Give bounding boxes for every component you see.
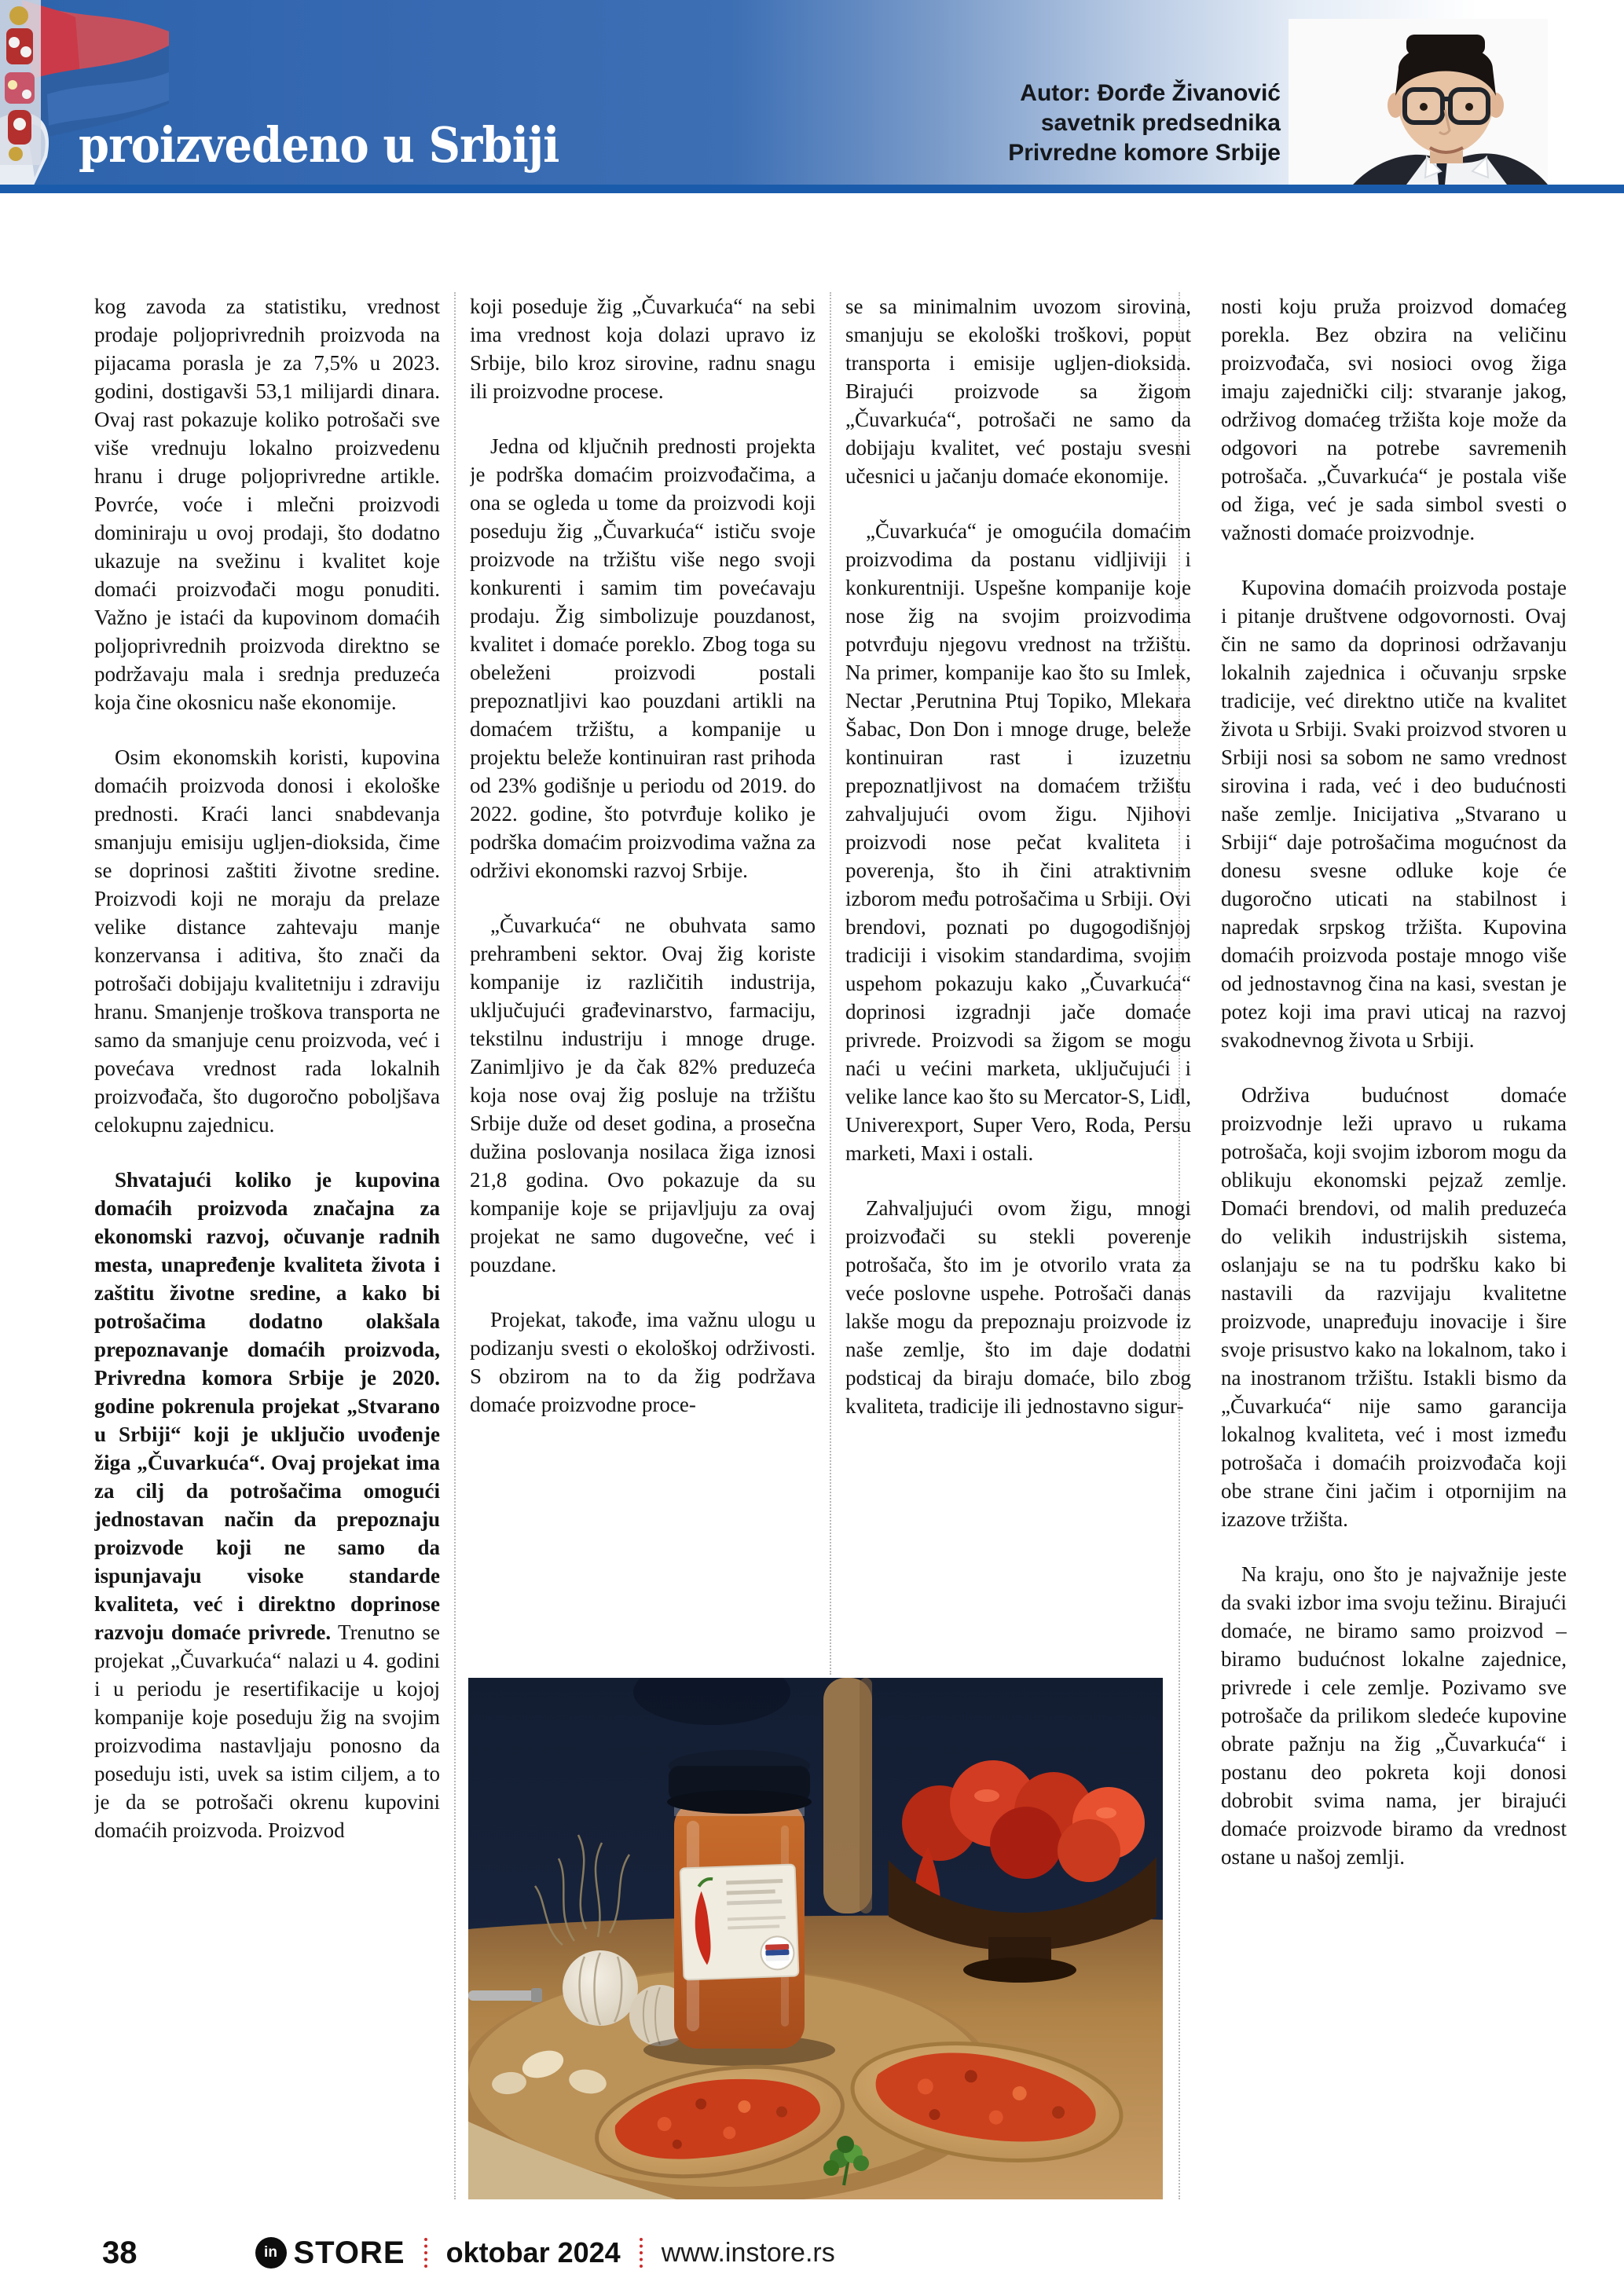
article-column-2 xyxy=(470,292,816,1655)
article-paragraph: Jedna od ključnih prednosti projekta je podrška domaćim proizvođačima, a ona se ogleda u tome da proizvodi koji poseduju žig „Čuvarkuća“ ističu svoje proizvode na tržištu više nego svoji konkurenti i samim tim povećavaju prodaju. Žig simbolizuje pouzdanost, kvalitet i domaće poreklo. Zbog toga su obeleženi proizvodi postali prepoznatljivi kao pouzdani artikli na domaćem tržištu, a kompanije u projektu beleže kontinuiran rast prihoda od 23% godišnje u periodu od 2019. do 2022. godine, što potvrđuje koliko je podrška domaćim proizvodima važna za održivi ekonomski razvoj Srbije. xyxy=(470,434,816,882)
page-footer xyxy=(102,2234,835,2272)
article-paragraph: Kupovina domaćih proizvoda postaje i pitanje društvene odgovornosti. Ovaj čin ne samo da doprinosi održavanju lokalnih zajednica i očuvanju srpske tradicije, već direktno utiče na kvalitet života u Srbiji. Svaki proizvod stvoren u Srbiji nosi sa sobom ne samo vrednost sirovina i rada, već i deo budućnosti naše zemlje. Inicijativa „Stvarano u Srbiji“ daje potrošačima mogućnost da donesu svesne odluke koje će dugoročno uticati na stabilnost i napredak srpskog tržišta. Kupovina domaćih proizvoda postaje mnogo više od jednostavnog čina na kasi, svestan je potez koji ima pravi uticaj na razvoj svakodnevnog života u Srbiji. xyxy=(1221,576,1567,1052)
article-column-3 xyxy=(845,292,1191,1702)
instore-logo-text: STORE xyxy=(293,2235,405,2270)
article-body xyxy=(94,292,1567,1871)
author-block xyxy=(841,79,1281,168)
instore-logo-mark-icon: in xyxy=(255,2237,287,2269)
page-number: 38 xyxy=(102,2235,137,2270)
article-paragraph: se sa minimalnim uvozom sirovina, smanjuju se ekološki troškovi, poput transporta i emisije ugljen-dioksida. Birajući proizvode sa žigom „Čuvarkuća“, potrošači ne samo da dobijaju kvalitet, već postaju svesni učesnici u jačanju domaće ekonomije. xyxy=(845,295,1191,488)
author-role: savetnik predsednika xyxy=(1040,110,1281,136)
article-paragraph: koji poseduje žig „Čuvarkuća“ na sebi ima vrednost koja dolazi upravo iz Srbije, bilo kroz sirovine, radnu snagu ili proizvodne procese. xyxy=(470,295,816,403)
footer-separator xyxy=(424,2238,427,2268)
article-paragraph: Osim ekonomskih koristi, kupovina domaćih proizvoda donosi i ekološke prednosti. Kraći lanci snabdevanja smanjuju emisiju ugljen-dioksida, čime se doprinosi zaštiti životne sredine. Proizvodi koji ne moraju da prelaze velike distance zahtevaju manje konzervansa i aditiva, što znači da potrošači dobijaju kvalitetniju i zdraviju hranu. Smanjenje troškova transporta ne samo da smanjuje cenu proizvoda, već i povećava vrednost rada lokalnih proizvođača, što dugoročno poboljšava celokupnu zajednicu. xyxy=(94,745,440,1137)
article-paragraph xyxy=(94,1166,440,1844)
jar-label xyxy=(680,1864,799,1979)
article-paragraph: kog zavoda za statistiku, vrednost prodaje poljoprivrednih proizvoda na pijacama porasla je za 7,5% u 2023. godini, dostigavši 53,1 milijardi dinara. Ovaj rast pokazuje koliko potrošači sve više vrednuju lokalno proizvedenu hranu i druge poljoprivredne artikle. Povrće, voće i mlečni proizvodi dominiraju u ovoj prodaji, što dodatno ukazuje na svežinu i kvalitet koje domaći proizvođači mogu ponuditi. Važno je istaći da kupovinom domaćih poljoprivrednih proizvoda direktno se podržavaju mala i srednja preduzeća koja čine okosnicu naše ekonomije. xyxy=(94,295,440,714)
instore-logo xyxy=(255,2236,405,2271)
article-paragraph: Održiva budućnost domaće proizvodnje leži upravo u rukama potrošača, koji svojim izborom mogu da oblikuju ekonomski pejzaž zemlje. Domaći brendovi, od malih preduzeća do velikih industrijskih sistema, oslanjaju se na tu podršku kako bi nastavili da razvijaju kvalitetne proizvode, unapređuju inovacije i šire svoje prisustvo kako na lokalnom, tako i na inostranom tržištu. Istakli bismo da „Čuvarkuća“ nije samo garancija lokalnog kvaliteta, već i most između potrošača i domaćih proizvođača koji obe strane čini jačim i otpornijim na izazove tržišta. xyxy=(1221,1083,1567,1531)
author-name: Autor: Đorđe Živanović xyxy=(1020,80,1281,106)
issue-date: oktobar 2024 xyxy=(445,2236,621,2269)
article-paragraph: nosti koju pruža proizvod domaćeg porekla. Bez obzira na veličinu proizvođača, svi nosioci ovog žiga imaju zajednički cilj: stvaranje jakog, održivog domaćeg tržišta koje može da odgovori na potrebe savremenih potrošača. „Čuvarkuća“ je postala više od žiga, već je sada simbol svesti o važnosti domaće proizvodnje. xyxy=(1221,295,1567,544)
page-title: proizvedeno u Srbiji xyxy=(79,116,559,174)
header-rule xyxy=(0,185,1624,193)
flag-coat-of-arms xyxy=(0,0,41,165)
article-paragraph: Na kraju, ono što je najvažnije jeste da svaki izbor ima svoju težinu. Birajući domaće, ne biramo samo proizvod – biramo budućnost lokalne zajednice, privrede i cele zemlje. Pozivamo sve potrošače da prilikom sledeće kupovine obrate pažnju na žig „Čuvarkuća“ i postanu deo pokreta koji donosi dobrobit svima nama, jer birajući domaće proizvode biramo da vrednost ostane u našoj zemlji. xyxy=(1221,1562,1567,1869)
article-column-1 xyxy=(94,292,440,1871)
paragraph-text: Trenutno se projekat „Čuvarkuća“ nalazi u 4. godini i u periodu je resertifikacije u kojoj kompanije koje poseduju žig na svojim proizvodima nastavljaju ponosno da poseduju isti, uvek sa istim ciljem, a to je da se potrošači okrenu kupovini domaćih proizvoda. Proizvod xyxy=(94,1620,440,1842)
article-paragraph: Projekat, takođe, ima važnu ulogu u podizanju svesti o ekološkoj održivosti. S obzirom na to da žig podržava domaće proizvodne proce- xyxy=(470,1308,816,1416)
website-url: www.instore.rs xyxy=(661,2237,835,2268)
article-paragraph: „Čuvarkuća“ ne obuhvata samo prehrambeni sektor. Ovaj žig koriste kompanije iz različitih industrija, uključujući građevinarstvo, farmaciju, tekstilnu industriju i mnoge druge. Zanimljivo je da čak 82% preduzeća koja nose ovaj žig posluje na tržištu Srbije duže od deset godina, a prosečna dužina poslovanja nosilaca žiga iznosi 21,8 godina. Ovo pokazuje da su kompanije koje se prijavljuju za ovaj projekat ne samo dugovečne, već i pouzdane. xyxy=(470,914,816,1276)
bold-lead-text: Shvatajući koliko je kupovina domaćih proizvoda značajna za ekonomski razvoj, očuvanje radnih mesta, unapređenje kvaliteta života i zaštitu životne sredine, a kako bi potrošačima dodatno olakšala prepoznavanje domaćih proizvoda, Privredna komora Srbije je 2020. godine pokrenula projekat „Stvarano u Srbiji“ koji je uključio uvođenje žiga „Čuvarkuća“. Ovaj projekat ima za cilj da potrošačima omogući jednostavan način da prepoznaju proizvode koji ne samo da ispunjavaju visoke standarde kvaliteta, već i direktno doprinose razvoju domaće privrede. xyxy=(94,1168,440,1644)
footer-separator xyxy=(640,2238,643,2268)
article-column-4 xyxy=(1221,292,1567,1871)
author-organization: Privredne komore Srbije xyxy=(1008,140,1281,166)
author-photo xyxy=(1289,19,1548,185)
article-paragraph: Zahvaljujući ovom žigu, mnogi proizvođači su stekli poverenje potrošača, što im je otvorilo vrata za veće poslovne uspehe. Potrošači danas lakše mogu da prepoznaju proizvode iz naše zemlje, što im daje dodatni podsticaj da biraju domaće, bilo zbog kvaliteta, tradicije ili jednostavno sigur- xyxy=(845,1196,1191,1418)
rolling-pin xyxy=(823,1678,872,1913)
ajvar-photo xyxy=(468,1678,1163,2199)
article-paragraph: „Čuvarkuća“ je omogućila domaćim proizvodima da postanu vidljiviji i konkurentniji. Uspešne kompanije koje nose žig na svojim proizvodima potvrđuju njegovu vrednost na tržištu. Na primer, kompanije kao što su Imlek, Nectar ,Perutnina Ptuj Topiko, Mlekara Šabac, Don Don i mnoge druge, beleže kontinuiran rast i izuzetnu prepoznatljivost na domaćem tržištu zahvaljujući ovom žigu. Njihovi proizvodi nose pečat kvaliteta i poverenja, što ih čini atraktivnim izborom među potrošačima u Srbiji. Ovi brendovi, poznati po dugogodišnjoj tradiciji i visokim standardima, svojim uspehom pokazuju kako „Čuvarkuća“ doprinosi izgradnji jače domaće privrede. Proizvodi sa žigom se mogu naći u većini marketa, uključujući i velike lance kao što su Mercator-S, Lidl, Univerexport, Super Vero, Roda, Persu marketi, Maxi i ostali. xyxy=(845,519,1191,1165)
